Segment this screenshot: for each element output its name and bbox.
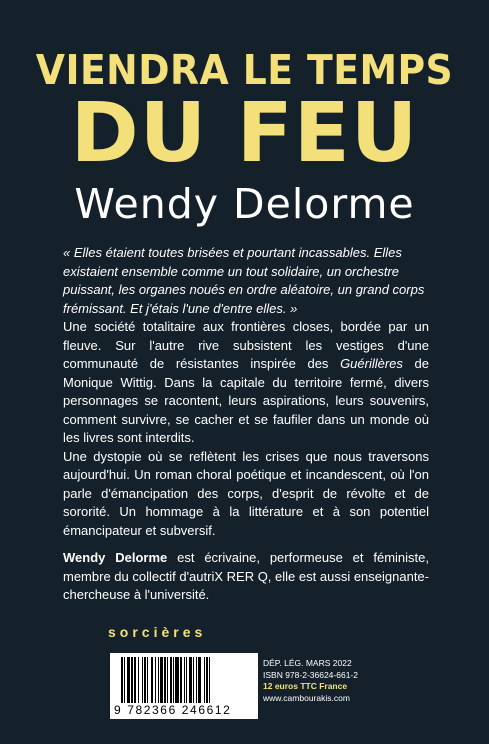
barcode-number: 9 782366 246612 xyxy=(114,703,232,717)
synopsis-text-a: Une société totalitaire aux frontières closes, bordée par un fleuve. Sur l'autre rive subsistent les vestiges d'une communauté de résistantes inspirée des xyxy=(63,319,429,371)
synopsis-text-b: de Monique Wittig. Dans la capitale du territoire fermé, divers personnages se racontent, leurs aspirations, leurs souvenirs, comment survivre, se cacher et se faufiler dans un monde où les livres sont interdits. xyxy=(63,356,430,445)
back-cover-text xyxy=(63,244,429,605)
barcode-bar xyxy=(210,657,212,703)
website: www.cambourakis.com xyxy=(263,692,350,703)
author-bio-name: Wendy Delorme xyxy=(63,550,168,565)
collection-label: sorcières xyxy=(108,624,207,640)
title-line-2: DU FEU xyxy=(70,86,419,181)
price: 12 euros TTC France xyxy=(263,681,348,691)
synopsis-paragraph-2: Une dystopie où se reflètent les crises que nous traversons aujourd'hui. Un roman choral poétique et incandescent, où l'on parle d'émancipation des corps, d'esprit de révolte et de sororité. Un hommage à la littérature et à son potentiel émancipateur et subversif. xyxy=(63,448,429,538)
barcode xyxy=(110,653,258,719)
author-bio xyxy=(63,549,429,605)
author-name: Wendy Delorme xyxy=(74,180,415,228)
quote: « Elles étaient toutes brisées et pourtant incassables. Elles existaient ensemble comme un tout solidaire, un orchestre puissant, les organes noués en ordre aléatoire, un grand corps frémissant. Et j'étais l'une d'entre elles. » xyxy=(63,245,425,316)
author-bio-text: est écrivaine, performeuse et féministe, membre du collectif d'autriX RER Q, elle est aussi enseignante-chercheuse à l'université. xyxy=(63,550,429,602)
isbn: ISBN 978-2-36624-661-2 xyxy=(263,669,358,680)
title-line-1: VIENDRA LE TEMPS xyxy=(35,46,454,94)
synopsis-title-reference: Guérillères xyxy=(340,356,403,371)
barcode-bars xyxy=(121,657,249,703)
legal-deposit: DÉP. LÉG. MARS 2022 xyxy=(263,658,352,668)
publisher-info xyxy=(263,658,423,704)
synopsis-paragraph-1 xyxy=(63,318,429,448)
